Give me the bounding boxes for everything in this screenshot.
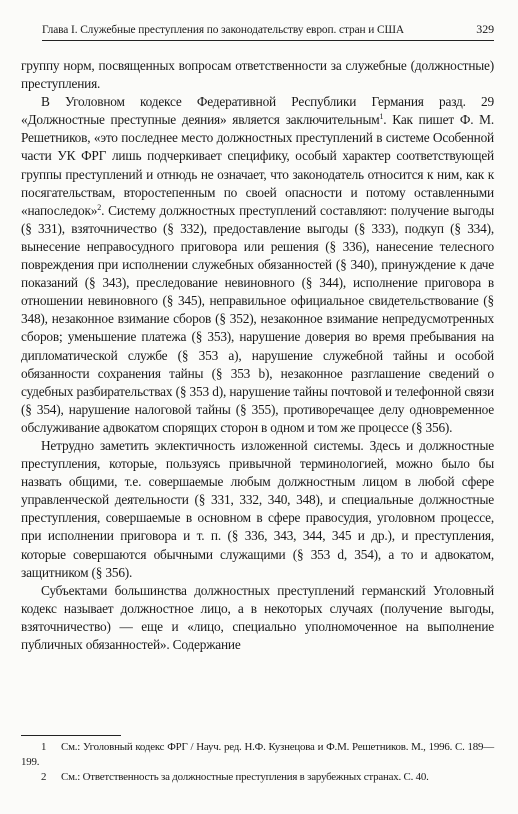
footnote-number: 2	[41, 771, 47, 783]
footnote-separator	[21, 735, 121, 736]
paragraph-2: В Уголовном кодексе Федеративной Республики Германия разд. 29 «Должностные преступные деяния» является заключительным$^1$. Как пишет Ф. М. Решетников, «это последнее место должностных преступлений в системе Особенной части УК ФРГ лишь подчеркивает специфику, особый характер соответствующей группы преступлений и отнюдь не означает, что законодатель относится к ним, как к посягательствам, второстепенным по своей опасности и потому оставленными «напоследок»$^2$. Систему должностных преступлений составляют: получение выгоды (§ 331), взяточничество (§ 332), предоставление выгоды (§ 333), подкуп (§ 334), вынесение неправосудного приговора или решения (§ 336), нанесение телесного повреждения при исполнении служебных обязанностей (§ 340), принуждение к даче показаний (§ 343), преследование невиновного (§ 344), исполнение приговора в отношении невиновного (§ 345), неправильное официальное свидетельствование (§ 348), незаконное взимание сборов (§ 352), незаконное взимание непредусмотренных сборов; уменьшение платежа (§ 353), нарушение доверия во время пребывания на дипломатической службе (§ 353 a), нарушение служебной тайны и особой обязанности сохранения тайны (§ 353 b), незаконное разглашение сведений о судебных разбирательствах (§ 353 d), нарушение тайны почтовой и телефонной связи (§ 354), нарушение налоговой тайны (§ 355), противоречащее делу одновременное обслуживание адвокатом спорящих сторон в одном и том же процессе (§ 356).	[21, 94, 494, 435]
footnote-ref-2: 2	[97, 202, 102, 212]
footnote-2	[21, 770, 494, 785]
page-number: 329	[476, 22, 494, 36]
footnote-1	[21, 740, 494, 770]
paragraph-4: Субъектами большинства должностных преступлений германский Уголовный кодекс называет должностное лицо, а в некоторых случаях (получение выгоды, взяточничество) — еще и «лицо, специально уполномоченное на выполнение публичных обязанностей». Содержание	[21, 582, 494, 652]
running-header	[42, 22, 494, 41]
footnotes	[21, 740, 494, 785]
paragraph-1: группу норм, посвященных вопросам ответственности за служебные (должностные) преступления.	[21, 58, 494, 92]
main-text	[21, 57, 494, 654]
footnote-text: См.: Уголовный кодекс ФРГ / Науч. ред. Н.Ф. Кузнецова и Ф.М. Решетников. М., 1996. С. 189—199.	[21, 741, 494, 768]
footnote-number: 1	[41, 741, 47, 753]
footnote-ref-1: 1	[379, 112, 384, 122]
paragraph-3: Нетрудно заметить эклектичность изложенной системы. Здесь и должностные преступления, которые, пользуясь привычной терминологией, можно было бы назвать общими, т.е. совершаемые любым должностным лицом в любой сфере управленческой деятельности (§ 331, 332, 340, 348), и специальные должностные преступления, совершаемые в основном в сфере правосудия, уголовном процессе, при исполнении приговора и т. п. (§ 336, 343, 344, 345 и др.), и преступления, которые совершаются обычными служащими (§ 353 d, 354), а то и адвокатом, защитником (§ 356).	[21, 437, 494, 580]
chapter-title: Глава I. Служебные преступления по законодательству европ. стран и США	[42, 24, 405, 36]
footnote-text: См.: Ответственность за должностные преступления в зарубежных странах. С. 40.	[61, 771, 429, 783]
